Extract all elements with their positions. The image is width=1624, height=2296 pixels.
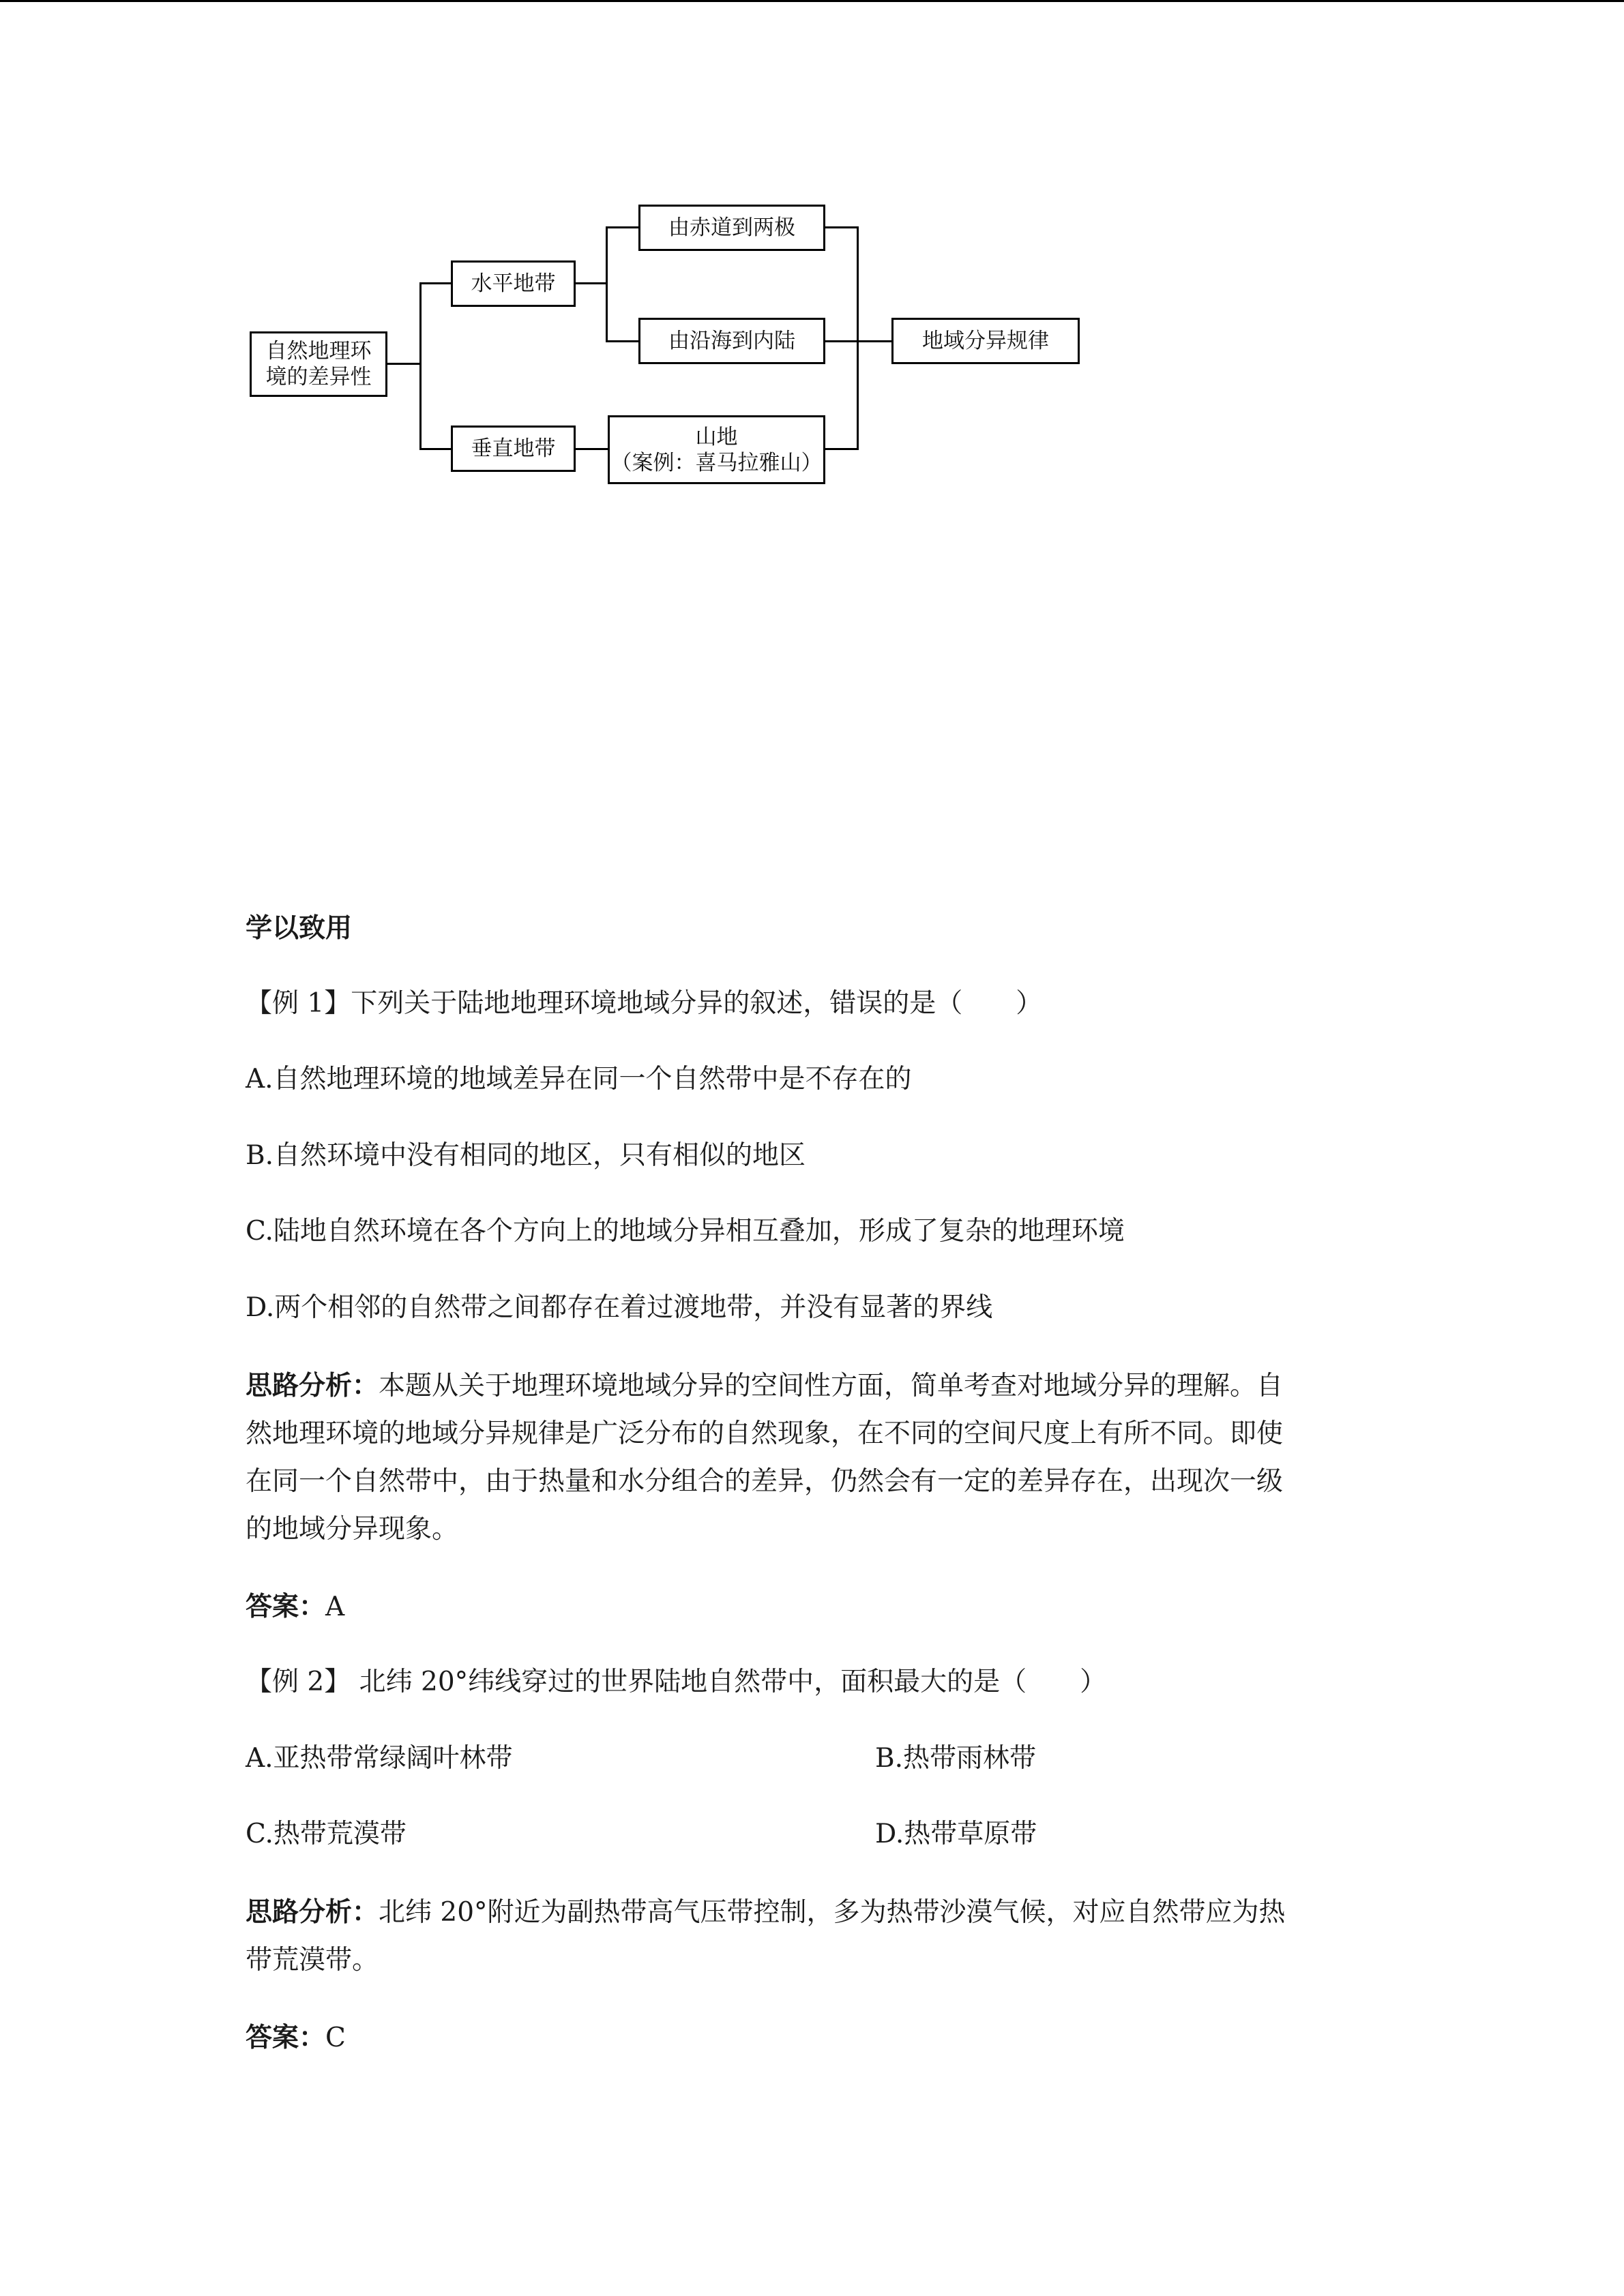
node-zonation-law xyxy=(891,318,1080,364)
node-vertical-zone-label: 垂直地带 xyxy=(471,436,556,461)
node-mountain-line2: （案例：喜马拉雅山） xyxy=(610,450,823,475)
example2-analysis-text1: 北纬 20°附近为副热带高气压带控制，多为热带沙漠气候，对应自然带应为热 xyxy=(379,1897,1286,1928)
example2-analysis-label: 思路分析： xyxy=(246,1897,379,1928)
node-equator-to-poles-label: 由赤道到两极 xyxy=(668,215,795,240)
example1-analysis-line3: 在同一个自然带中，由于热量和水分组合的差异，仍然会有一定的差异存在，出现次一级 xyxy=(246,1466,1284,1497)
example2-option-a: A.亚热带常绿阔叶林带 xyxy=(246,1743,513,1774)
example1-analysis-line4: 的地域分异现象。 xyxy=(246,1514,459,1545)
example1-analysis-line1 xyxy=(246,1362,1371,1410)
connector xyxy=(576,448,608,450)
node-coast-to-inland xyxy=(638,318,825,364)
node-horizontal-zone-label: 水平地带 xyxy=(471,271,556,296)
node-equator-to-poles xyxy=(638,205,825,251)
example1-option-c: C.陆地自然环境在各个方向上的地域分异相互叠加，形成了复杂的地理环境 xyxy=(246,1216,1125,1247)
node-coast-to-inland-label: 由沿海到内陆 xyxy=(668,329,795,353)
example2-answer xyxy=(246,2014,1371,2062)
example2-option-d: D.热带草原带 xyxy=(875,1819,1037,1849)
section-title: 学以致用 xyxy=(246,913,353,944)
zonation-diagram xyxy=(0,0,1624,518)
node-root-line1: 自然地理环 xyxy=(265,339,372,363)
example2-analysis-line2: 带荒漠带。 xyxy=(246,1945,379,1976)
example1-option-d: D.两个相邻的自然带之间都存在着过渡地带，并没有显著的界线 xyxy=(246,1292,993,1323)
connector xyxy=(825,448,858,450)
connector xyxy=(857,340,892,342)
example2-option-c: C.热带荒漠带 xyxy=(246,1819,407,1849)
connector xyxy=(576,282,607,284)
connector xyxy=(825,226,858,228)
connector xyxy=(419,282,422,450)
example1-option-b: B.自然环境中没有相同的地区，只有相似的地区 xyxy=(246,1140,806,1171)
node-root-line2: 境的差异性 xyxy=(265,365,372,389)
example1-analysis-line2: 然地理环境的地域分异规律是广泛分布的自然现象，在不同的空间尺度上有所不同。即使 xyxy=(246,1418,1284,1449)
node-root xyxy=(250,331,387,397)
node-mountain xyxy=(608,415,825,484)
example2-analysis-line1 xyxy=(246,1889,1371,1937)
node-zonation-law-label: 地域分异规律 xyxy=(922,329,1049,353)
connector xyxy=(606,226,638,228)
node-vertical-zone xyxy=(451,426,576,472)
example1-answer-value: A xyxy=(325,1592,345,1622)
connector xyxy=(825,340,858,342)
example1-answer-label: 答案： xyxy=(246,1592,326,1622)
connector xyxy=(606,226,608,342)
example2-question: 【例 2】 北纬 20°纬线穿过的世界陆地自然带中，面积最大的是（ ） xyxy=(246,1667,1107,1697)
example1-analysis-label: 思路分析： xyxy=(246,1371,379,1401)
node-horizontal-zone xyxy=(451,260,576,307)
example1-answer xyxy=(246,1583,1371,1631)
example2-answer-label: 答案： xyxy=(246,2023,326,2053)
node-mountain-line1: 山地 xyxy=(695,424,738,449)
connector xyxy=(857,226,859,450)
example1-question: 【例 1】下列关于陆地地理环境地域分异的叙述，错误的是（ ） xyxy=(246,988,1043,1019)
example2-option-b: B.热带雨林带 xyxy=(875,1743,1037,1774)
example2-answer-value: C xyxy=(325,2023,346,2053)
example1-option-a: A.自然地理环境的地域差异在同一个自然带中是不存在的 xyxy=(246,1064,912,1094)
connector xyxy=(606,340,638,342)
connector xyxy=(387,363,420,365)
example1-analysis-text1: 本题从关于地理环境地域分异的空间性方面，简单考查对地域分异的理解。自 xyxy=(379,1371,1284,1401)
connector xyxy=(419,448,451,450)
connector xyxy=(419,282,451,284)
